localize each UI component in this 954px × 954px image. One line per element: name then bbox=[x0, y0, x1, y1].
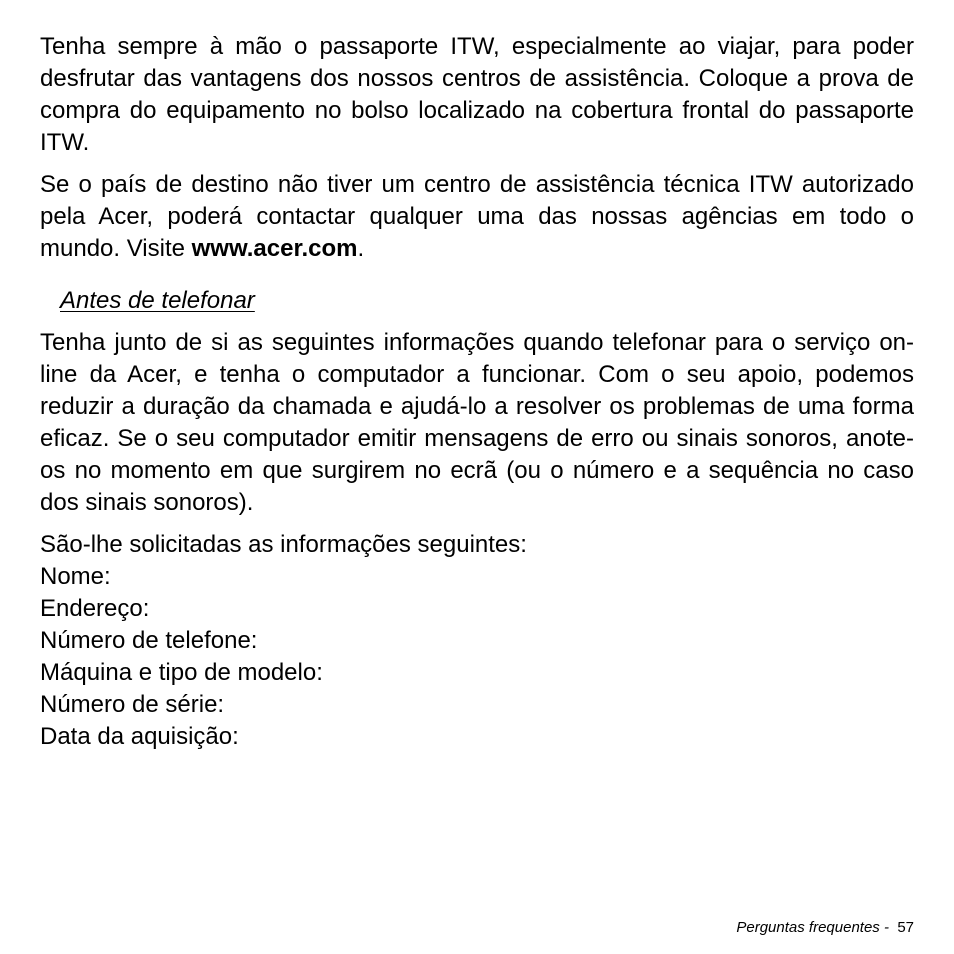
page-footer bbox=[736, 918, 914, 938]
acer-website-link[interactable]: www.acer.com bbox=[191, 235, 358, 262]
section-heading-before-calling: Antes de telefonar bbox=[60, 287, 255, 314]
paragraph-call-info: Tenha junto de si as seguintes informações quando telefonar para o serviço on-line da Acer, e tenha o computador a funcionar. Com o seu apoio, podemos reduzir a duração da chamada e ajudá-lo a resolver os problemas de uma forma eficaz. Se o seu computador emitir mensagens de erro ou sinais sonoros, anote-os no momento em que surgirem no ecrã (ou o número e a sequência no caso dos sinais sonoros). bbox=[40, 329, 914, 516]
paragraph-service-center-end: . bbox=[357, 235, 365, 262]
field-item-phone: Número de telefone: bbox=[40, 627, 258, 654]
field-item-serial: Número de série: bbox=[40, 691, 225, 718]
footer-page-number: 57 bbox=[897, 919, 914, 936]
paragraph-itw-passport: Tenha sempre à mão o passaporte ITW, especialmente ao viajar, para poder desfrutar das vantagens dos nossos centros de assistência. Coloque a prova de compra do equipamento no bolso localizado na cobertura frontal do passaporte ITW. bbox=[40, 33, 914, 156]
field-item-address: Endereço: bbox=[40, 595, 150, 622]
paragraph-requested-info: São-lhe solicitadas as informações seguintes: bbox=[40, 531, 527, 558]
requested-fields-list bbox=[40, 561, 914, 753]
paragraph-service-center-text: Se o país de destino não tiver um centro de assistência técnica ITW autorizado pela Acer, poderá contactar qualquer uma das nossas agências em todo o mundo. Visite bbox=[40, 171, 914, 262]
paragraph-service-center bbox=[40, 169, 914, 265]
field-item-purchase-date: Data da aquisição: bbox=[40, 723, 239, 750]
page-content bbox=[40, 31, 914, 753]
field-item-model: Máquina e tipo de modelo: bbox=[40, 659, 323, 686]
field-item-name: Nome: bbox=[40, 563, 111, 590]
footer-section-title: Perguntas frequentes - bbox=[736, 919, 889, 936]
